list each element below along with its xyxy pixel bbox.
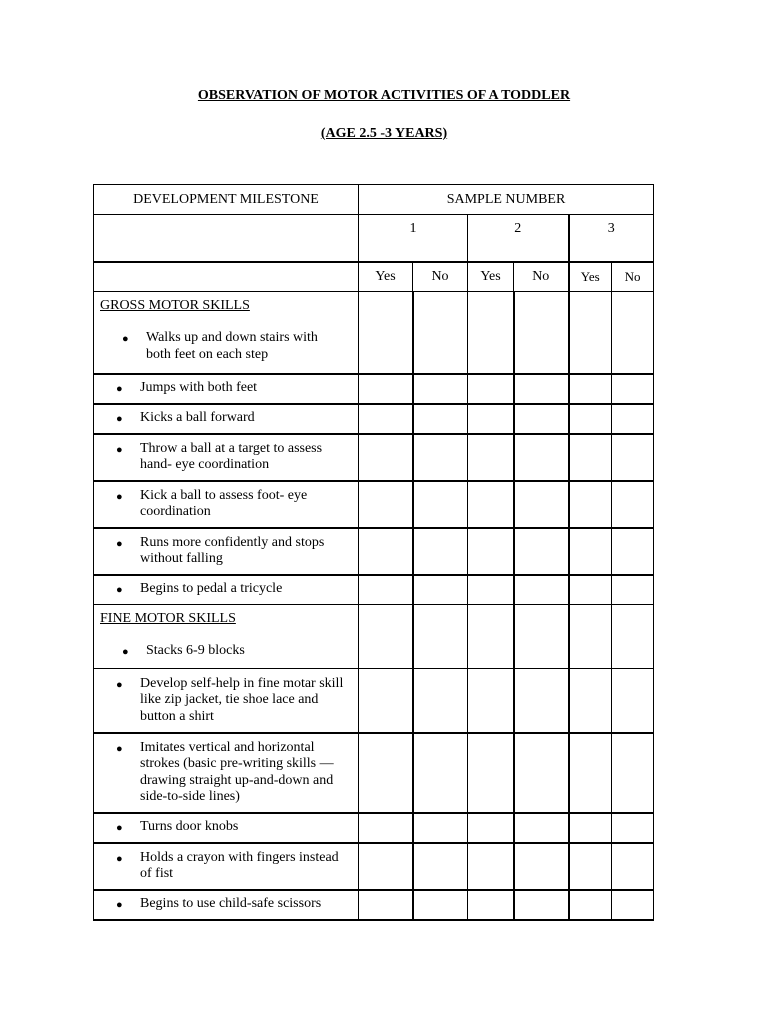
document-subtitle: (AGE 2.5 -3 YEARS) [320, 126, 448, 141]
checkbox-cell[interactable] [514, 843, 569, 890]
checkbox-cell[interactable] [413, 813, 468, 843]
header-blank-cell [94, 215, 359, 262]
milestone-cell [94, 843, 359, 890]
table-row [94, 292, 654, 374]
bullet-icon: ● [116, 678, 123, 691]
checkbox-cell[interactable] [468, 813, 514, 843]
observation-table [93, 184, 654, 921]
bullet-icon: ● [116, 584, 123, 596]
no-label-3: No [612, 262, 654, 292]
milestone-text: Turns door knobs [140, 818, 239, 834]
checkbox-cell[interactable] [413, 843, 468, 890]
checkbox-cell[interactable] [612, 813, 654, 843]
milestone-item [94, 441, 358, 474]
milestone-cell [94, 481, 359, 528]
milestone-item [94, 850, 358, 883]
checkbox-cell[interactable] [359, 292, 413, 374]
milestone-item [94, 819, 358, 837]
bullet-icon: ● [116, 742, 123, 755]
checkbox-cell[interactable] [514, 813, 569, 843]
milestone-item [94, 740, 358, 806]
checkbox-cell[interactable] [359, 890, 413, 920]
sample-number-2: 2 [468, 215, 569, 262]
milestone-text: Develop self-help in fine motar skill like zip jacket, tie shoe lace and button a shirt [140, 675, 344, 724]
checkbox-cell[interactable] [413, 481, 468, 528]
milestone-cell [94, 605, 359, 669]
checkbox-cell[interactable] [359, 575, 413, 605]
table-row [94, 669, 654, 733]
section-title: GROSS MOTOR SKILLS [100, 298, 250, 313]
milestone-cell [94, 528, 359, 575]
milestone-item [94, 535, 358, 568]
checkbox-cell[interactable] [514, 292, 569, 374]
milestone-cell [94, 374, 359, 404]
checkbox-cell[interactable] [569, 605, 612, 669]
checkbox-cell[interactable] [612, 528, 654, 575]
milestone-item [94, 410, 358, 428]
milestone-text: Imitates vertical and horizontal strokes (basic pre-writing skills — drawing straight up-and-down and side-to-side lines) [140, 739, 334, 804]
checkbox-cell[interactable] [514, 528, 569, 575]
checkbox-cell[interactable] [569, 733, 612, 813]
checkbox-cell[interactable] [569, 481, 612, 528]
checkbox-cell[interactable] [468, 575, 514, 605]
checkbox-cell[interactable] [514, 890, 569, 920]
checkbox-cell[interactable] [359, 733, 413, 813]
checkbox-cell[interactable] [413, 605, 468, 669]
milestone-cell [94, 434, 359, 481]
checkbox-cell[interactable] [612, 843, 654, 890]
table-row [94, 813, 654, 843]
checkbox-cell[interactable] [569, 434, 612, 481]
milestone-text: Kicks a ball forward [140, 409, 255, 425]
checkbox-cell[interactable] [569, 374, 612, 404]
checkbox-cell[interactable] [569, 528, 612, 575]
checkbox-cell[interactable] [569, 813, 612, 843]
milestone-text: Holds a crayon with fingers instead of fist [140, 849, 339, 881]
checkbox-cell[interactable] [468, 733, 514, 813]
milestone-text: Runs more confidently and stops without falling [140, 534, 325, 566]
milestone-cell [94, 404, 359, 434]
bullet-icon: ● [116, 490, 123, 503]
yesno-blank-cell [94, 262, 359, 292]
checkbox-cell[interactable] [413, 890, 468, 920]
milestone-cell [94, 292, 359, 374]
checkbox-cell[interactable] [468, 434, 514, 481]
checkbox-cell[interactable] [612, 292, 654, 374]
milestone-item [94, 896, 358, 914]
bullet-icon: ● [116, 852, 123, 865]
milestone-item [100, 643, 352, 661]
milestone-text: Begins to use child-safe scissors [140, 895, 322, 911]
checkbox-cell[interactable] [612, 605, 654, 669]
checkbox-cell[interactable] [413, 404, 468, 434]
checkbox-cell[interactable] [514, 481, 569, 528]
bullet-icon: ● [122, 333, 129, 345]
table-row [94, 404, 654, 434]
milestone-cell [94, 575, 359, 605]
header-milestone: DEVELOPMENT MILESTONE [94, 185, 359, 215]
yes-label-3: Yes [569, 262, 612, 292]
checkbox-cell[interactable] [514, 575, 569, 605]
checkbox-cell[interactable] [569, 843, 612, 890]
bullet-icon: ● [116, 412, 123, 425]
table-row [94, 374, 654, 404]
milestone-cell [94, 733, 359, 813]
checkbox-cell[interactable] [413, 528, 468, 575]
checkbox-cell[interactable] [468, 843, 514, 890]
bullet-icon: ● [116, 382, 123, 395]
checkbox-cell[interactable] [359, 434, 413, 481]
checkbox-cell[interactable] [413, 374, 468, 404]
no-label-1: No [413, 262, 468, 292]
checkbox-cell[interactable] [359, 669, 413, 733]
checkbox-cell[interactable] [413, 669, 468, 733]
checkbox-cell[interactable] [514, 605, 569, 669]
table-row [94, 605, 654, 669]
table-row [94, 843, 654, 890]
milestone-cell [94, 890, 359, 920]
checkbox-cell[interactable] [468, 404, 514, 434]
milestone-text: Jumps with both feet [140, 379, 258, 395]
checkbox-cell[interactable] [413, 434, 468, 481]
checkbox-cell[interactable] [612, 481, 654, 528]
milestone-item [94, 380, 358, 398]
milestone-item [94, 581, 358, 599]
table-row [94, 890, 654, 920]
section-title: FINE MOTOR SKILLS [100, 611, 236, 626]
table-row [94, 575, 654, 605]
milestone-text: Walks up and down stairs with both feet on each step [146, 330, 318, 362]
checkbox-cell[interactable] [359, 605, 413, 669]
document-title: OBSERVATION OF MOTOR ACTIVITIES OF A TODDLER [197, 88, 571, 103]
bullet-icon: ● [116, 443, 123, 456]
milestone-text: Begins to pedal a tricycle [140, 581, 283, 596]
checkbox-cell[interactable] [612, 434, 654, 481]
checkbox-cell[interactable] [569, 292, 612, 374]
checkbox-cell[interactable] [413, 292, 468, 374]
bullet-icon: ● [122, 646, 129, 658]
checkbox-cell[interactable] [612, 575, 654, 605]
checkbox-cell[interactable] [468, 292, 514, 374]
milestone-item [94, 488, 358, 521]
milestone-cell [94, 813, 359, 843]
checkbox-cell[interactable] [569, 404, 612, 434]
checkbox-cell[interactable] [514, 733, 569, 813]
checkbox-cell[interactable] [514, 669, 569, 733]
checkbox-cell[interactable] [514, 434, 569, 481]
milestone-cell [94, 669, 359, 733]
sample-number-3: 3 [569, 215, 654, 262]
checkbox-cell[interactable] [468, 528, 514, 575]
checkbox-cell[interactable] [612, 733, 654, 813]
milestone-item [100, 330, 352, 363]
milestone-text: Stacks 6-9 blocks [146, 643, 245, 658]
milestone-text: Throw a ball at a target to assess hand- eye coordination [140, 440, 323, 472]
checkbox-cell[interactable] [612, 669, 654, 733]
checkbox-cell[interactable] [359, 528, 413, 575]
bullet-icon: ● [116, 821, 123, 834]
checkbox-cell[interactable] [359, 843, 413, 890]
checkbox-cell[interactable] [468, 374, 514, 404]
bullet-icon: ● [116, 898, 123, 911]
checkbox-cell[interactable] [359, 813, 413, 843]
table-row [94, 528, 654, 575]
table-row [94, 481, 654, 528]
milestone-item [94, 676, 358, 726]
yes-label-1: Yes [359, 262, 413, 292]
checkbox-cell[interactable] [359, 481, 413, 528]
checkbox-cell[interactable] [612, 890, 654, 920]
checkbox-cell[interactable] [612, 404, 654, 434]
checkbox-cell[interactable] [569, 669, 612, 733]
checkbox-cell[interactable] [468, 669, 514, 733]
sample-number-1: 1 [359, 215, 468, 262]
checkbox-cell[interactable] [514, 404, 569, 434]
yes-label-2: Yes [468, 262, 514, 292]
checkbox-cell[interactable] [612, 374, 654, 404]
bullet-icon: ● [116, 537, 123, 550]
checkbox-cell[interactable] [413, 733, 468, 813]
checkbox-cell[interactable] [468, 605, 514, 669]
header-sample-number: SAMPLE NUMBER [359, 185, 654, 215]
milestone-text: Kick a ball to assess foot- eye coordination [140, 487, 308, 519]
no-label-2: No [514, 262, 569, 292]
table-row [94, 434, 654, 481]
checkbox-cell[interactable] [569, 890, 612, 920]
checkbox-cell[interactable] [413, 575, 468, 605]
table-row [94, 733, 654, 813]
checkbox-cell[interactable] [468, 481, 514, 528]
checkbox-cell[interactable] [468, 890, 514, 920]
checkbox-cell[interactable] [359, 404, 413, 434]
checkbox-cell[interactable] [514, 374, 569, 404]
checkbox-cell[interactable] [569, 575, 612, 605]
checkbox-cell[interactable] [359, 374, 413, 404]
